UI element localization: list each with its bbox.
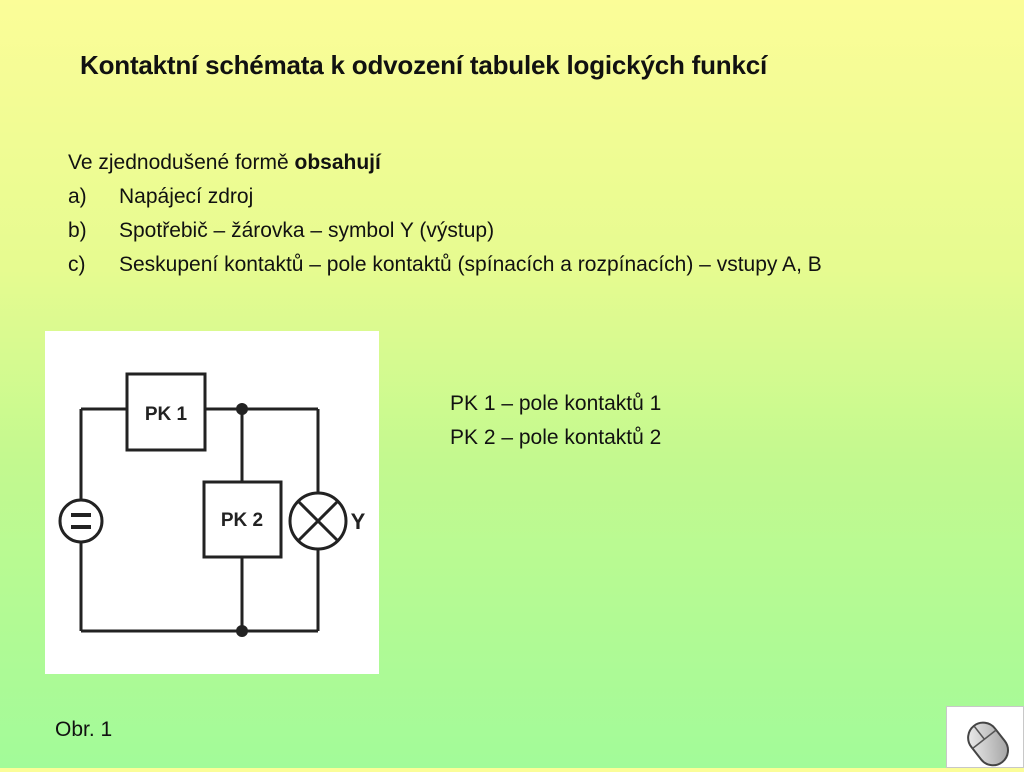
legend-item-pk2: PK 2 – pole kontaktů 2 bbox=[450, 426, 662, 449]
legend bbox=[450, 387, 661, 455]
pk2-label: PK 2 bbox=[220, 510, 264, 531]
list-item-text: Seskupení kontaktů – pole kontaktů (spínacích a rozpínacích) – vstupy A, B bbox=[119, 253, 822, 276]
slide-title: Kontaktní schémata k odvození tabulek logických funkcí bbox=[80, 50, 768, 80]
circuit-diagram bbox=[45, 331, 379, 674]
intro-lead-text: Ve zjednodušené formě bbox=[68, 151, 295, 174]
list-item bbox=[68, 180, 822, 214]
list-marker: b) bbox=[68, 219, 87, 242]
mouse-icon bbox=[947, 707, 1023, 767]
list-marker: c) bbox=[68, 253, 86, 276]
list-item bbox=[68, 248, 822, 282]
intro-list bbox=[68, 146, 822, 282]
legend-item-pk1: PK 1 – pole kontaktů 1 bbox=[450, 392, 662, 415]
power-source-icon bbox=[60, 500, 102, 542]
figure-caption: Obr. 1 bbox=[55, 718, 113, 741]
pk1-label: PK 1 bbox=[144, 404, 188, 425]
list-item-text: Spotřebič – žárovka – symbol Y (výstup) bbox=[119, 219, 495, 242]
intro-lead bbox=[68, 146, 822, 180]
junction-bottom bbox=[236, 625, 248, 637]
list-item-text: Napájecí zdroj bbox=[119, 185, 254, 208]
intro-lead-bold: obsahují bbox=[294, 151, 381, 174]
mouse-button[interactable] bbox=[946, 706, 1024, 768]
list-item bbox=[68, 214, 822, 248]
output-label: Y bbox=[350, 509, 366, 534]
circuit-svg bbox=[45, 331, 379, 674]
junction-top bbox=[236, 403, 248, 415]
list-marker: a) bbox=[68, 185, 87, 208]
